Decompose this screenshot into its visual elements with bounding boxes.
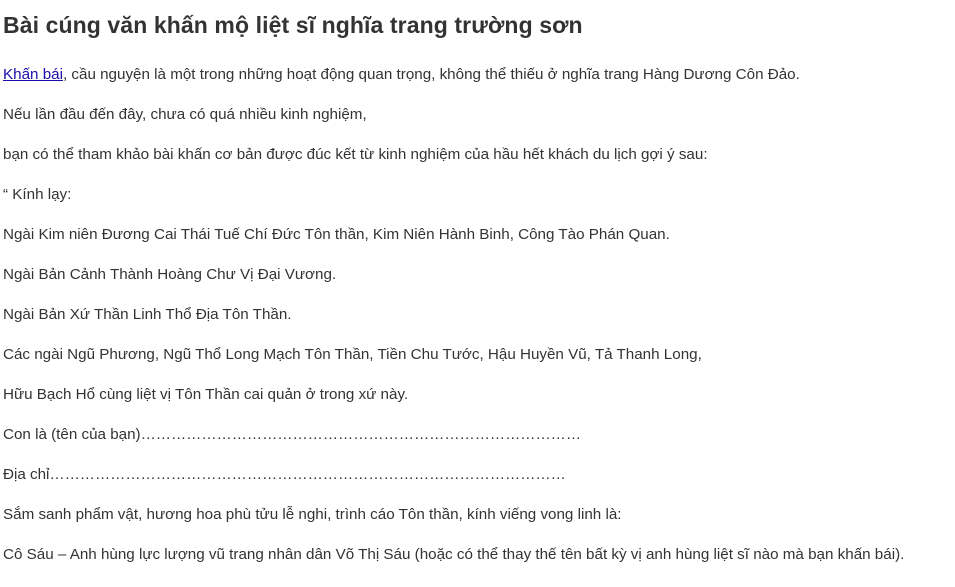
intro-paragraph bbox=[3, 65, 800, 85]
paragraph: bạn có thể tham khảo bài khấn cơ bản được đúc kết từ kinh nghiệm của hầu hết khách du lịch gợi ý sau: bbox=[3, 146, 708, 163]
article-title: Bài cúng văn khấn mộ liệt sĩ nghĩa trang trường sơn bbox=[3, 12, 583, 38]
paragraph: Các ngài Ngũ Phương, Ngũ Thổ Long Mạch Tôn Thần, Tiền Chu Tước, Hậu Huyền Vũ, Tả Thanh Long, bbox=[3, 346, 702, 363]
paragraph: Nếu lần đầu đến đây, chưa có quá nhiều kinh nghiệm, bbox=[3, 106, 367, 123]
paragraph: Hữu Bạch Hổ cùng liệt vị Tôn Thần cai quản ở trong xứ này. bbox=[3, 386, 409, 403]
address-line: Địa chỉ………………………………………………………………………………………… bbox=[3, 466, 566, 483]
paragraph: Ngài Kim niên Đương Cai Thái Tuế Chí Đức Tôn thần, Kim Niên Hành Binh, Công Tào Phán Quan. bbox=[3, 226, 670, 243]
name-line: Con là (tên của bạn)…………………………………………………………………………… bbox=[3, 426, 582, 443]
paragraph: Ngài Bản Xứ Thần Linh Thổ Địa Tôn Thần. bbox=[3, 306, 292, 323]
paragraph: Cô Sáu – Anh hùng lực lượng vũ trang nhân dân Võ Thị Sáu (hoặc có thể thay thế tên bất kỳ vị anh hùng liệt sĩ nào mà bạn khấn bái). bbox=[3, 546, 905, 563]
paragraph: Sắm sanh phẩm vật, hương hoa phù tửu lễ nghi, trình cáo Tôn thần, kính viếng vong linh là: bbox=[3, 506, 622, 523]
intro-text: , cầu nguyện là một trong những hoạt động quan trọng, không thể thiếu ở nghĩa trang Hàng Dương Côn Đảo. bbox=[62, 66, 800, 83]
paragraph: “ Kính lạy: bbox=[3, 186, 72, 203]
paragraph: Ngài Bản Cảnh Thành Hoàng Chư Vị Đại Vương. bbox=[3, 266, 337, 283]
khan-bai-link[interactable]: Khấn bái bbox=[3, 66, 63, 83]
